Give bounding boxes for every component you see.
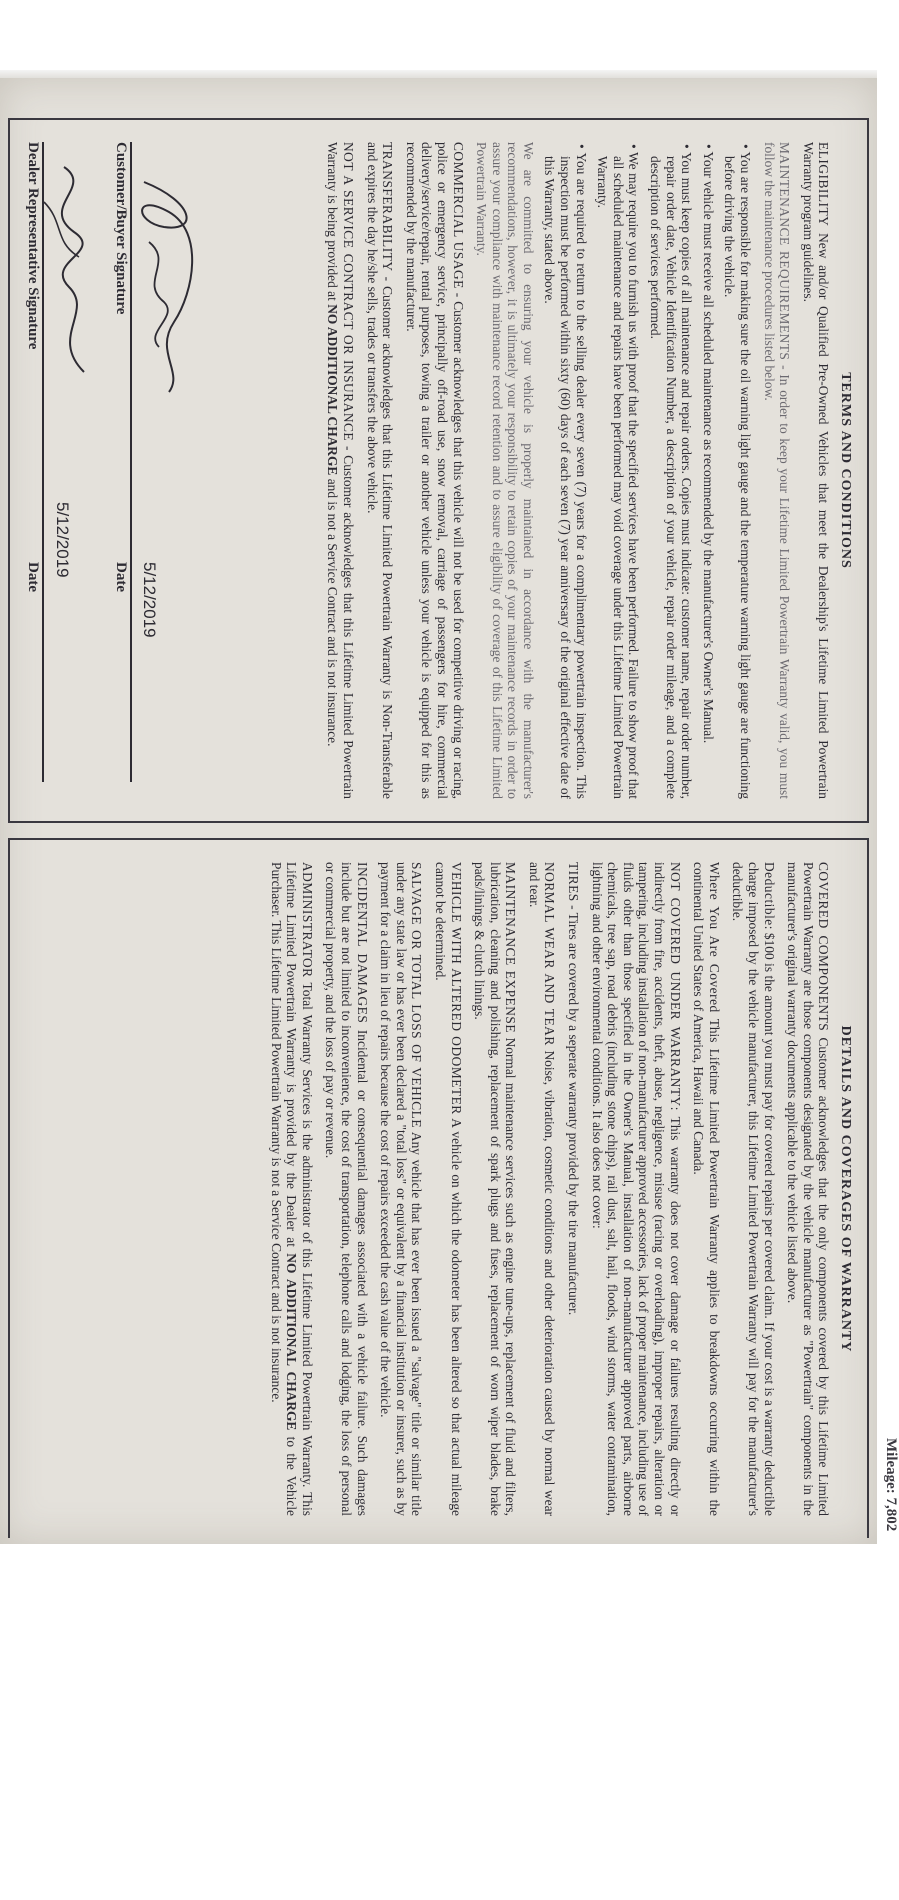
where-paragraph — [691, 862, 722, 1516]
tires-paragraph — [566, 862, 582, 1516]
dealer-date: 5/12/2019 — [53, 502, 72, 578]
deductible-paragraph — [730, 862, 777, 1516]
maintenance-paragraph — [761, 142, 792, 799]
wear-label: NORMAL WEAR AND TEAR — [542, 862, 558, 1046]
administrator-label: ADMINISTRATOR — [299, 862, 315, 978]
covered-text: Customer acknowledges that the only components covered by this Lifetime Limited Powertrain Warranty are those components designated by the vehicle manufacturer as "Powertrain" components in the manufacturer's original warranty documents applicable to the vehicle listed above. — [785, 862, 832, 1516]
odometer-text: A vehicle on which the odometer has been altered so that actual mileage cannot be determined. — [432, 862, 464, 1516]
odometer-paragraph — [432, 862, 463, 1516]
covered-label: COVERED COMPONENTS — [816, 862, 832, 1032]
commercial-label: COMMERCIAL USAGE — [450, 142, 466, 289]
tires-text: - Tires are covered by a seperate warranty provided by the tire manufacturer. — [566, 905, 582, 1316]
dealer-date-label: Date — [25, 562, 41, 592]
transfer-paragraph — [364, 142, 395, 799]
dealer-signature-label: Dealer Representative Signature — [25, 142, 41, 350]
eligibility-label: ELIGIBILITY — [816, 142, 832, 227]
customer-signature-label: Customer/Buyer Signature — [113, 142, 129, 315]
not-service-paragraph — [325, 142, 356, 799]
dealer-signature-image — [34, 162, 114, 382]
transfer-text: - Customer acknowledges that this Lifetime Limited Powertrain Warranty is Non-Transferable and expires the day he/she sells, trades or transfers the above vehicle. — [364, 142, 396, 799]
details-title: DETAILS AND COVERAGES OF WARRANTY — [838, 1025, 853, 1353]
warranty-document — [0, 78, 899, 1544]
not-covered-text: : This warranty does not cover damage or failures resulting directly or indirectly from fire, accidents, theft, abuse, negligence, misuse (racing or overloading), improper repairs, alteration or tampering, including installation of non-manufacturer approved accessories, lack of proper maintenance, including use of fluids other than those specified in the Owner's Manual, installation of non-manufacturer approved parts, airborne chemicals, tree sap, road debris (including stone chips), rail dust, salt, hail, floods, wind storms, water contamination, lightning and other environmental conditions. It also does not cover: — [589, 862, 683, 1516]
customer-date: 5/12/2019 — [140, 562, 159, 638]
details-section — [8, 838, 869, 1538]
maintenance-expense-label: MAINTENANCE EXPENSE — [503, 862, 519, 1034]
mileage-header: Mileage: 7,802 — [883, 1438, 899, 1532]
incidental-label: INCIDENTAL DAMAGES — [354, 862, 370, 1024]
customer-signature-image — [124, 172, 204, 402]
administrator-paragraph — [268, 862, 315, 1516]
not-covered-paragraph — [589, 862, 683, 1516]
administrator-text: Total Warranty Services is the administrator of this Lifetime Limited Powertrain Warranty. This Lifetime Limited Powertrain Warranty is provided by the Dealer at — [284, 862, 315, 1517]
commitment-paragraph: We are committed to ensuring your vehicle is properly maintained in accordance with the manufacturer's recommendations, however, it is ultimately your responsibility to retain copies of your maintenance records in order to assure your compliance with maintenance record retention and to assure eligibility of coverage of this Lifetime Limited Powertrain Warranty. — [474, 142, 536, 799]
covered-paragraph — [785, 862, 832, 1516]
incidental-text: Incidental or consequential damages associated with a vehicle failure. Such damages include but are not limited to inconvenience, the cost of transportation, telephone calls and lodging, the loss of personal or commercial property, and the loss of pay or revenue. — [323, 862, 370, 1516]
terms-title: TERMS AND CONDITIONS — [838, 372, 853, 569]
deductible-label: Deductible — [761, 862, 777, 926]
salvage-label: SALVAGE OR TOTAL LOSS OF VEHICLE — [409, 862, 425, 1129]
tires-label: TIRES — [566, 862, 582, 902]
not-service-text: - Customer acknowledges that this Lifetime Limited Powertrain Warranty is being provided at — [325, 142, 356, 799]
maintenance-bullet: • We may require you to furnish us with proof that the specified services have been performed. Failure to show proof that all scheduled maintenance and repairs have been performed may void coverage under this Lifetime Limited Powertrain Warranty. — [595, 142, 642, 799]
administrator-text-end: to the Vehicle Purchaser. This Lifetime Limited Powertrain Warranty is not a Service Contract and is not insurance. — [268, 862, 300, 1516]
maintenance-label: MAINTENANCE REQUIREMENTS — [777, 142, 793, 361]
maintenance-bullet: • You are required to return to the selling dealer every seven (7) years for a complimentary powertrain inspection. This inspection must be performed within sixty (60) days of each seven (7) year anniversary of the original effective date of this Warranty, stated above. — [542, 142, 589, 799]
maintenance-bullet: • You are responsible for making sure the oil warning light gauge and the temperature warning light gauge are functioning before driving the vehicle. — [722, 142, 753, 799]
not-covered-label: NOT COVERED UNDER WARRANTY — [667, 862, 683, 1107]
transfer-label: TRANSFERABILITY — [380, 142, 396, 272]
customer-date-label: Date — [113, 562, 129, 592]
eligibility-paragraph — [800, 142, 831, 799]
admin-no-charge-text: NO ADDITIONAL CHARGE — [284, 1253, 300, 1431]
not-service-text-end: and is not a Service Contract and is not insurance. — [325, 478, 341, 747]
where-label: Where You Are Covered — [706, 862, 722, 1013]
dealer-signature-line — [42, 142, 44, 782]
salvage-paragraph — [378, 862, 425, 1516]
commercial-text: - Customer acknowledges that this vehicle will not be used for competitive driving or racing, police or emergency service, principally off-road use, snow removal, carriage of passengers for hire, commercial delivery/service/repair, rental purposes, towing a trailer or another vehicle unless your vehicle is equipped for this as recommended by the manufacturer. — [403, 142, 466, 799]
signature-area — [12, 142, 212, 799]
odometer-label: VEHICLE WITH ALTERED ODOMETER — [448, 862, 464, 1115]
terms-section — [8, 118, 869, 823]
wear-paragraph — [526, 862, 557, 1516]
no-charge-text: NO ADDITIONAL CHARGE — [325, 304, 341, 476]
maintenance-expense-paragraph — [472, 862, 519, 1516]
incidental-paragraph — [323, 862, 370, 1516]
eligibility-text: New and/or Qualified Pre-Owned Vehicles that meet the Dealership's Lifetime Limited Powertrain Warranty program guidelines. — [800, 142, 832, 799]
commercial-paragraph — [403, 142, 465, 799]
maintenance-text: - In order to keep your Lifetime Limited Powertrain Warranty valid, you must follow the maintenance procedures listed below. — [761, 142, 793, 799]
not-service-label: NOT A SERVICE CONTRACT OR INSURANCE — [340, 142, 356, 442]
salvage-text: Any vehicle that has ever been issued a "salvage" title or similar title under any state law or has ever been declared a "total loss" or equivalent by a financial institution or insurer, such as by payment for a claim in lieu of repairs because the cost of repairs exceeded the cash value of the vehicle. — [378, 862, 425, 1516]
where-text: This Lifetime Limited Powertrain Warranty applies to breakdowns occurring within the continental United States of America, Hawaii and Canada. — [691, 862, 722, 1516]
maintenance-expense-text: Normal maintenance services such as engine tune-ups, replacement of fluid and filters, lubrication, cleaning and polishing, replacement of spark plugs and fuses, replacement of worn wiper blades, brake pads/linings & clutch linings. — [472, 862, 519, 1516]
customer-signature-line — [130, 142, 132, 782]
maintenance-bullet: • Your vehicle must receive all scheduled maintenance as recommended by the manufacturer's Owner's Manual. — [700, 142, 716, 799]
wear-text: Noise, vibration, cosmetic conditions and other deterioration caused by normal wear and tear. — [526, 862, 558, 1516]
maintenance-bullet: • You must keep copies of all maintenance and repair orders. Copies must indicate: customer name, repair order number, repair order date, Vehicle Identification Number, a description of your vehicle, repair order mileage, and a complete description of services performed. — [647, 142, 694, 799]
deductible-text: : $100 is the amount you must pay for covered repairs per covered claim. If your cost is a warranty deductible charge imposed by the vehicle manufacturer, this Lifetime Limited Powertrain Warranty will pay for the manufacturer's deductible. — [730, 862, 777, 1516]
